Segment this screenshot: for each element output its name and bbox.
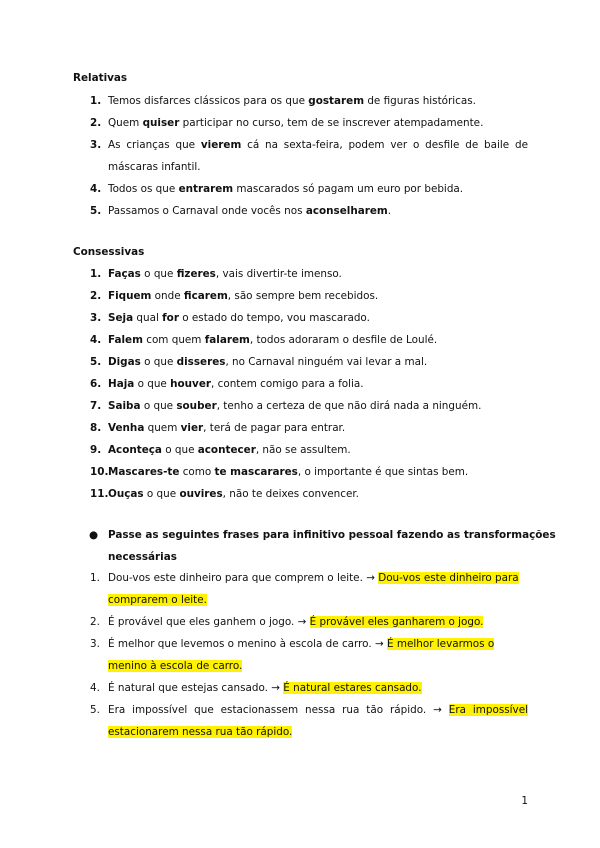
- item-text: [108, 633, 528, 677]
- bold-verb: Faças: [108, 268, 141, 280]
- question-text: É provável que eles ganhem o jogo.: [108, 616, 295, 628]
- text-run: As crianças que: [108, 139, 201, 151]
- item-text: [108, 611, 528, 633]
- bold-verb: ouvires: [179, 488, 223, 500]
- item-number: 2.: [90, 616, 100, 628]
- item-text: [108, 417, 528, 439]
- text-run: Todos os que: [108, 183, 179, 195]
- text-run: , não te deixes convencer.: [222, 488, 359, 500]
- item-text: [108, 178, 528, 200]
- text-run: de figuras históricas.: [364, 95, 476, 107]
- arrow-icon: →: [271, 682, 284, 694]
- question-text: Era impossível que estacionassem nessa rua tão rápido.: [108, 704, 427, 716]
- item-number: 7.: [90, 400, 102, 412]
- bold-verb: Venha: [108, 422, 145, 434]
- bold-verb: Ouças: [108, 488, 144, 500]
- answer-highlight: Dou-vos este dinheiro para comprarem o leite.: [108, 572, 519, 606]
- bold-verb: Haja: [108, 378, 135, 390]
- bold-verb: fizeres: [176, 268, 216, 280]
- text-run: o que: [161, 444, 198, 456]
- text-run: , não se assultem.: [255, 444, 351, 456]
- text-run: participar no curso, tem de se inscrever atempadamente.: [179, 117, 484, 129]
- bold-verb: Saiba: [108, 400, 141, 412]
- answer-highlight: Era impossível estacionarem nessa rua tão rápido.: [108, 704, 528, 738]
- item-text: [108, 285, 528, 307]
- text-run: qual: [133, 312, 163, 324]
- bold-verb: acontecer: [197, 444, 256, 456]
- text-run: com quem: [142, 334, 205, 346]
- list-item: [73, 351, 528, 373]
- bold-verb: vierem: [200, 139, 242, 151]
- item-number: 3.: [90, 638, 100, 650]
- item-number: 6.: [90, 378, 102, 390]
- item-text: [108, 90, 528, 112]
- bold-verb: entrarem: [178, 183, 234, 195]
- text-run: Temos disfarces clássicos para os que: [108, 95, 309, 107]
- exercise-item: [73, 567, 528, 611]
- text-run: Passamos o Carnaval onde vocês nos: [108, 205, 306, 217]
- text-run: o que: [143, 488, 180, 500]
- list-item: [73, 90, 528, 112]
- list-item: [73, 307, 528, 329]
- arrow-icon: →: [297, 616, 310, 628]
- bold-verb: Fiquem: [108, 290, 152, 302]
- text-run: cá na sexta-feira, podem ver o desfile de baile de máscaras infantil.: [108, 139, 528, 173]
- text-run: o estado do tempo, vou mascarado.: [178, 312, 370, 324]
- text-run: o que: [140, 356, 177, 368]
- item-text: [108, 329, 528, 351]
- exercise-item: [73, 633, 528, 677]
- text-run: , vais divertir-te imenso.: [215, 268, 342, 280]
- exercise-instruction: [73, 524, 563, 568]
- item-number: 5.: [90, 704, 100, 716]
- item-number: 5.: [90, 356, 102, 368]
- bold-verb: Aconteça: [108, 444, 162, 456]
- item-text: [108, 395, 528, 417]
- text-run: o que: [134, 378, 171, 390]
- item-number: 5.: [90, 205, 102, 217]
- text-run: .: [387, 205, 392, 217]
- item-text: [108, 351, 528, 373]
- bold-verb: vier: [180, 422, 204, 434]
- list-item: [73, 483, 528, 505]
- item-number: 2.: [90, 290, 102, 302]
- bold-verb: disseres: [176, 356, 226, 368]
- item-number: 4.: [90, 334, 102, 346]
- text-run: , contem comigo para a folia.: [211, 378, 364, 390]
- question-text: Dou-vos este dinheiro para que comprem o leite.: [108, 572, 363, 584]
- bullet-icon: ●: [89, 529, 99, 541]
- text-run: onde: [151, 290, 184, 302]
- item-text: [108, 112, 528, 134]
- item-text: [108, 307, 528, 329]
- item-number: 1.: [90, 572, 100, 584]
- bold-verb: souber: [176, 400, 217, 412]
- item-number: 11.: [90, 488, 109, 500]
- text-run: , são sempre bem recebidos.: [227, 290, 379, 302]
- text-run: como: [179, 466, 215, 478]
- answer-highlight: É melhor levarmos o menino à escola de carro.: [108, 638, 495, 672]
- instruction-text: Passe as seguintes frases para infinitivo pessoal fazendo as transformações necessárias: [108, 529, 556, 563]
- item-number: 3.: [90, 139, 102, 151]
- item-number: 2.: [90, 117, 102, 129]
- page-number: 1: [521, 795, 528, 807]
- item-number: 9.: [90, 444, 102, 456]
- item-text: [108, 263, 528, 285]
- list-item: [73, 461, 528, 483]
- item-number: 1.: [90, 268, 102, 280]
- item-number: 4.: [90, 682, 100, 694]
- list-item: [73, 285, 528, 307]
- text-run: , terá de pagar para entrar.: [203, 422, 346, 434]
- list-item: [73, 263, 528, 285]
- list-item: [73, 134, 528, 178]
- item-number: 4.: [90, 183, 102, 195]
- text-run: , no Carnaval ninguém vai levar a mal.: [225, 356, 428, 368]
- list-item: [73, 329, 528, 351]
- list-item: [73, 112, 528, 134]
- item-number: 8.: [90, 422, 102, 434]
- list-item: [73, 373, 528, 395]
- bold-verb: quiser: [142, 117, 180, 129]
- exercise-list: [73, 567, 528, 743]
- item-number: 3.: [90, 312, 102, 324]
- item-text: [108, 461, 528, 483]
- answer-highlight: É provável eles ganharem o jogo.: [309, 616, 484, 628]
- item-number: 10.: [90, 466, 109, 478]
- arrow-icon: →: [433, 704, 449, 716]
- text-run: mascarados só pagam um euro por bebida.: [233, 183, 464, 195]
- consessivas-list: [73, 263, 528, 505]
- text-run: o que: [140, 268, 177, 280]
- exercise-item: [73, 699, 528, 743]
- exercise-item: [73, 677, 528, 699]
- arrow-icon: →: [366, 572, 379, 584]
- item-number: 1.: [90, 95, 102, 107]
- item-text: [108, 567, 528, 611]
- question-text: É melhor que levemos o menino à escola de carro.: [108, 638, 372, 650]
- bold-verb: for: [162, 312, 179, 324]
- bold-verb: Seja: [108, 312, 134, 324]
- section-title-relativas: Relativas: [73, 72, 128, 84]
- text-run: , o importante é que sintas bem.: [297, 466, 469, 478]
- text-run: Quem: [108, 117, 143, 129]
- item-text: [108, 677, 528, 699]
- bold-verb: falarem: [204, 334, 250, 346]
- text-run: , tenho a certeza de que não dirá nada a ninguém.: [216, 400, 482, 412]
- text-run: o que: [140, 400, 177, 412]
- list-item: [73, 439, 528, 461]
- exercise-item: [73, 611, 528, 633]
- list-item: [73, 178, 528, 200]
- item-text: [108, 699, 528, 743]
- text-run: , todos adoraram o desfile de Loulé.: [249, 334, 438, 346]
- bold-verb: Digas: [108, 356, 141, 368]
- bold-verb: Mascares-te: [108, 466, 180, 478]
- arrow-icon: →: [374, 638, 387, 650]
- item-text: [108, 439, 528, 461]
- item-text: [108, 134, 528, 178]
- item-text: [108, 200, 528, 222]
- bold-verb: houver: [170, 378, 212, 390]
- section-title-consessivas: Consessivas: [73, 246, 145, 258]
- list-item: [73, 417, 528, 439]
- bold-verb: Falem: [108, 334, 143, 346]
- item-text: [108, 483, 528, 505]
- bold-verb: ficarem: [183, 290, 228, 302]
- question-text: É natural que estejas cansado.: [108, 682, 268, 694]
- bold-verb: te mascarares: [214, 466, 298, 478]
- bold-verb: gostarem: [308, 95, 365, 107]
- relativas-list: [73, 90, 528, 222]
- text-run: quem: [144, 422, 181, 434]
- item-text: [108, 373, 528, 395]
- bold-verb: aconselharem: [305, 205, 388, 217]
- answer-highlight: É natural estares cansado.: [283, 682, 422, 694]
- list-item: [73, 200, 528, 222]
- list-item: [73, 395, 528, 417]
